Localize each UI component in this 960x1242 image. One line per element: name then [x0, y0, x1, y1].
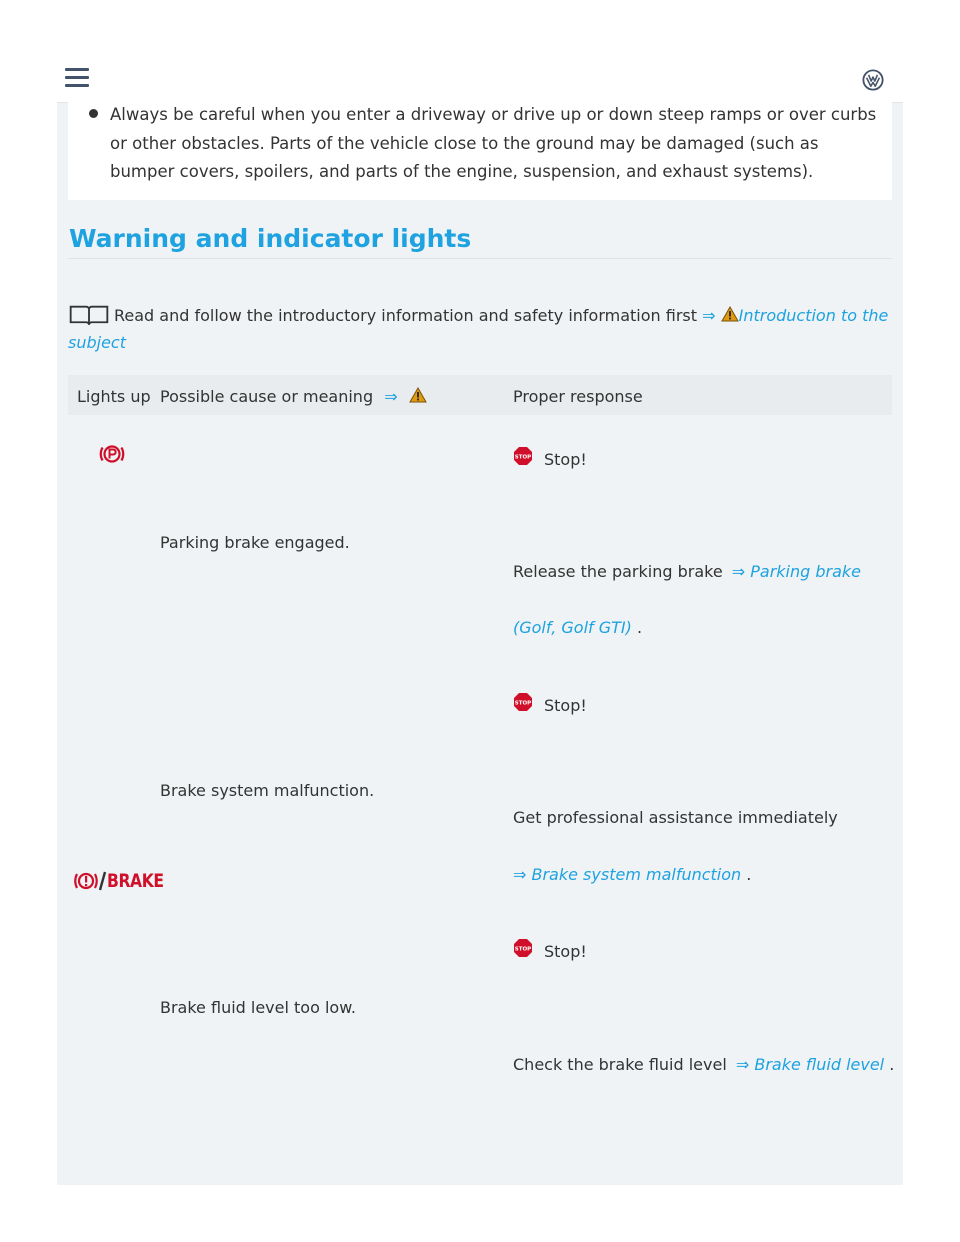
row1-response-cont	[513, 617, 642, 639]
row1-suffix: .	[636, 618, 643, 637]
row2-suffix: .	[746, 865, 752, 884]
menu-icon[interactable]	[65, 68, 89, 90]
intro-arrow: ⇒	[702, 306, 716, 325]
row3-cause: Brake fluid level too low.	[160, 998, 356, 1017]
section-divider	[68, 258, 892, 259]
row3-response-text: Check the brake fluid level	[513, 1055, 727, 1074]
bullet-text: Always be careful when you enter a driveway or drive up or down steep ramps or over curbs or other obstacles. Parts of the vehicle close to the ground may be damaged (such as bumper covers, spoilers, and parts of the engine, suspension, and exhaust systems).	[110, 105, 877, 181]
row3-response	[513, 1054, 894, 1076]
row3-suffix: .	[889, 1055, 895, 1074]
bullet-dot	[89, 109, 98, 118]
brake-icon-label: BRAKE	[107, 870, 164, 892]
svg-text:STOP: STOP	[514, 454, 532, 461]
book-icon	[68, 303, 110, 325]
intro-text: Read and follow the introductory information and safety information first	[114, 306, 698, 325]
row2-response-link	[513, 864, 751, 886]
row2-link-brake-system[interactable]: Brake system malfunction	[531, 865, 742, 884]
header-lights-up: Lights up	[77, 387, 151, 406]
stop-sign-icon	[513, 938, 533, 958]
stop-sign-icon	[513, 692, 533, 712]
row1-response	[513, 561, 861, 583]
row3-arrow: ⇒	[735, 1055, 750, 1074]
row2-cause: Brake system malfunction.	[160, 781, 375, 800]
row1-link-golf[interactable]: (Golf, Golf GTI)	[513, 618, 632, 637]
intro-link[interactable]: Introduction to the subject	[68, 306, 889, 352]
section-title: Warning and indicator lights	[69, 224, 472, 253]
header-cause-label: Possible cause or meaning	[160, 387, 374, 406]
brake-warning-icon	[74, 870, 164, 892]
parking-brake-icon	[98, 444, 126, 464]
intro-paragraph	[68, 302, 894, 356]
row2-arrow: ⇒	[513, 865, 527, 884]
row1-arrow: ⇒	[731, 562, 746, 581]
row1-cause: Parking brake engaged.	[160, 533, 350, 552]
stop-sign-icon	[513, 446, 533, 466]
header-response: Proper response	[513, 387, 643, 406]
svg-text:STOP: STOP	[514, 946, 532, 953]
row2-stop-label: Stop!	[544, 696, 587, 715]
svg-text:STOP: STOP	[514, 700, 532, 707]
row1-stop-label: Stop!	[544, 450, 587, 469]
row2-response-text: Get professional assistance immediately	[513, 808, 838, 827]
warning-triangle-icon	[409, 387, 427, 403]
top-bar	[57, 0, 903, 103]
row1-link-parking-brake[interactable]: Parking brake	[750, 562, 862, 581]
vw-logo-icon[interactable]	[862, 69, 884, 91]
row3-stop-label: Stop!	[544, 942, 587, 961]
row1-response-text: Release the parking brake	[513, 562, 723, 581]
row3-link-brake-fluid[interactable]: Brake fluid level	[754, 1055, 885, 1074]
header-cause-arrow: ⇒	[384, 387, 398, 406]
header-cause	[160, 387, 427, 406]
warning-triangle-icon	[721, 306, 739, 322]
